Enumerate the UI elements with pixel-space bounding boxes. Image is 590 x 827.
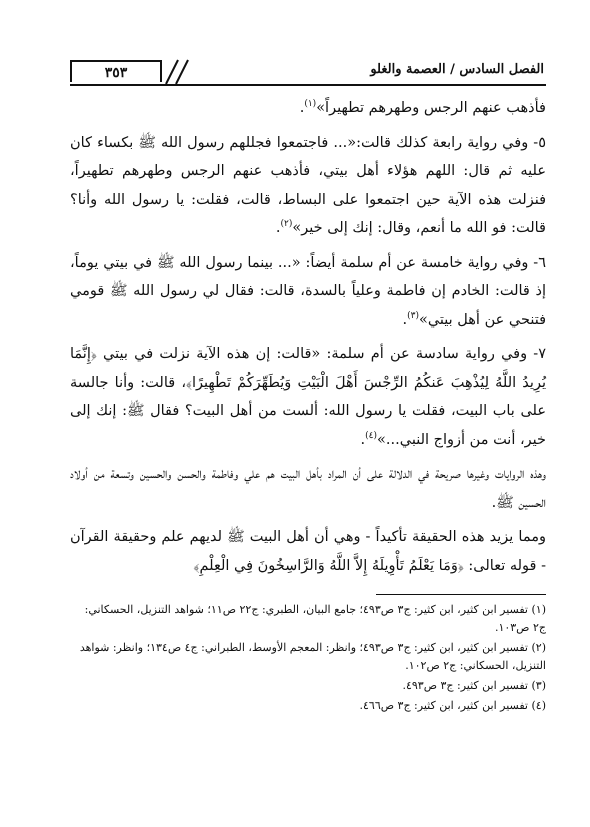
footnotes [70, 601, 546, 715]
page [70, 58, 546, 798]
main-text [70, 94, 546, 580]
paragraph: ٧- وفي رواية سادسة عن أم سلمة: «قالت: إن هذه الآية نزلت في بيتي ﴿إِنَّمَا يُرِيدُ اللَّهُ لِيُذْهِبَ عَنكُمُ الرِّجْسَ أَهْلَ الْبَيْتِ وَيُطَهِّرَكُمْ تَطْهِيرًا﴾، قالت: وأنا جالسة على باب البيت، فقلت يا رسول الله: ألست من أهل البيت؟ فقال ﷺ: إنك إلى خير، أنت من أزواج النبي...»$^{(٤)}$. [70, 346, 546, 448]
footnote-mark: (٣) [407, 310, 419, 321]
running-header [70, 58, 546, 86]
footnote-mark: (١) [304, 99, 317, 110]
footnote: (٤) تفسير ابن كثير، ابن كثير: ج٣ ص٤٦٦. [359, 699, 546, 712]
paragraph: فأذهب عنهم الرجس وطهرهم تطهيراً»$^{(١)}$. [299, 99, 546, 116]
page-number: ٣٥٣ [70, 60, 162, 82]
footnote-divider [376, 594, 546, 595]
footnote-mark: (٤) [365, 430, 378, 441]
paragraph: وهذه الروايات وغيرها صريحة في الدلالة على أن المراد بأهل البيت هم علي وفاطمة والحسن والحسين وتسعة من أولاد الحسين ﷺ. [70, 466, 546, 511]
paragraph: ٥- وفي رواية رابعة كذلك قالت:«... فاجتمعوا فجللهم رسول الله ﷺ بكساء كان عليه ثم قال: اللهم هؤلاء أهل بيتي، فأذهب عنهم الرجس وطهرهم تطهيراً، فنزلت هذه الآية حين اجتمعوا على البساط، قالت، فقلت: يا رسول الله وأنا؟ قالت: فو الله ما أنعم، وقال: إنك إلى خير»$^{(٢)}$. [70, 134, 546, 236]
paragraph: ومما يزيد هذه الحقيقة تأكيداً - وهي أن أهل البيت ﷺ لديهم علم وحقيقة القرآن - قوله تعالى: ﴿وَمَا يَعْلَمُ تَأْوِيلَهُ إِلاَّ اللَّهُ وَالرَّاسِخُونَ فِي الْعِلْمِ﴾ [70, 529, 546, 574]
footnote: (٣) تفسير ابن كثير: ج٣ ص٤٩٣. [402, 679, 546, 692]
footnote: (٢) تفسير ابن كثير، ابن كثير: ج٣ ص٤٩٣؛ وانظر: المعجم الأوسط، الطبراني: ج٤ ص١٣٤؛ وانظر: شواهد التنزيل، الحسكاني: ج٢ ص١٠٢. [79, 641, 546, 672]
footnote-mark: (٢) [280, 219, 293, 230]
decorative-slashes-icon [162, 58, 196, 84]
paragraph: ٦- وفي رواية خامسة عن أم سلمة أيضاً: «... بينما رسول الله ﷺ في بيتي يوماً، إذ قالت: الخادم إن فاطمة وعلياً بالسدة، قالت: فقال لي رسول الله ﷺ قومي فتنحي عن أهل بيتي»$^{(٣)}$. [70, 254, 546, 328]
chapter-title: الفصل السادس / العصمة والغلو [370, 62, 544, 77]
footnote: (١) تفسير ابن كثير، ابن كثير: ج٣ ص٤٩٣؛ جامع البيان، الطبري: ج٢٢ ص١١؛ شواهد التنزيل، الحسكاني: ج٢ ص١٠٣. [84, 603, 546, 634]
